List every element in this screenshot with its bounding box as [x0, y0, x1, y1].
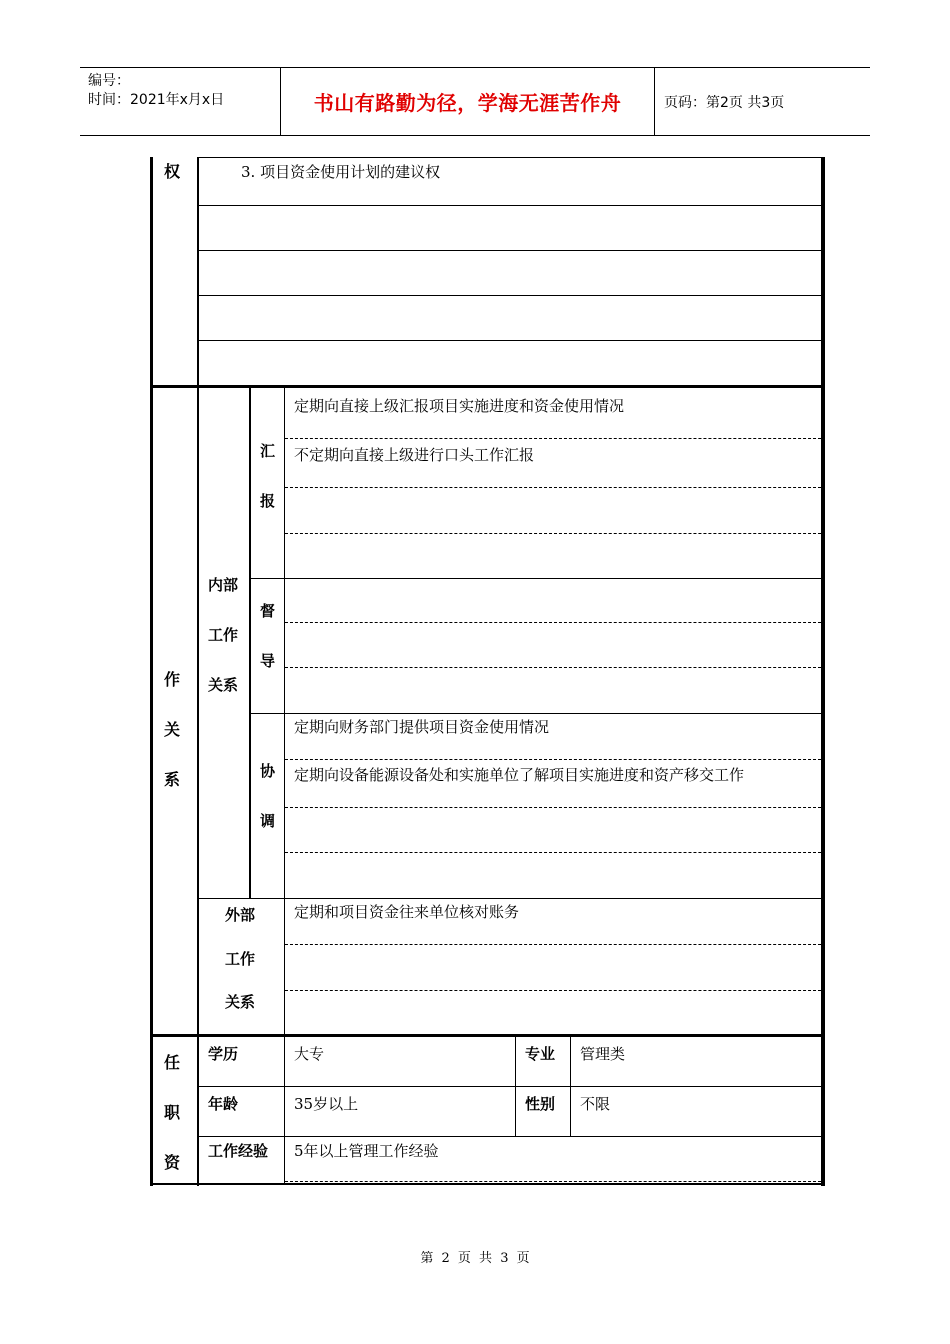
authority-row-line [199, 340, 822, 341]
content-col-divider [284, 388, 285, 1185]
qualifications-section-label-char: 资 [164, 1153, 181, 1172]
coordinate-item: 定期向设备能源设备处和实施单位了解项目实施进度和资产移交工作 [294, 766, 745, 784]
authority-item: 3. 项目资金使用计划的建议权 [241, 163, 441, 181]
authority-row-line [199, 205, 822, 206]
coordinate-label-char: 调 [260, 812, 276, 830]
dashed-row-line [285, 533, 821, 534]
dashed-row-line [285, 1181, 821, 1182]
dashed-row-line [285, 990, 821, 991]
subsection-line [199, 898, 822, 899]
experience-label: 工作经验 [208, 1142, 269, 1160]
authority-row-line [199, 250, 822, 251]
major-label: 专业 [525, 1045, 556, 1063]
report-item: 定期向直接上级汇报项目实施进度和资金使用情况 [294, 397, 625, 415]
doc-code-label: 编号： [88, 73, 130, 89]
section-separator [150, 385, 825, 388]
internal-col-divider [249, 388, 251, 898]
internal-relations-label-line: 内部 [208, 576, 239, 594]
dashed-row-line [285, 944, 821, 945]
frame-right-border [821, 157, 825, 1186]
age-label: 年龄 [208, 1095, 239, 1113]
supervise-label-char: 督 [260, 602, 276, 620]
supervise-label-char: 导 [260, 652, 276, 670]
dashed-row-line [285, 622, 821, 623]
report-label-char: 报 [260, 492, 276, 510]
coordinate-label-char: 协 [260, 762, 276, 780]
header-motto: 书山有路勤为径，学海无涯苦作舟 [281, 68, 655, 135]
relations-section-label-char: 系 [164, 770, 181, 789]
relations-section-label-char: 作 [164, 670, 181, 689]
education-value: 大专 [294, 1045, 325, 1063]
gender-value: 不限 [580, 1095, 611, 1113]
frame-top-border [197, 157, 825, 158]
coordinate-item: 定期向财务部门提供项目资金使用情况 [294, 718, 550, 736]
doc-time-label: 时间：2021年x月x日 [88, 92, 225, 108]
subsection-line [251, 713, 822, 714]
dashed-row-line [285, 852, 821, 853]
internal-relations-label-line: 工作 [208, 626, 239, 644]
report-label-char: 汇 [260, 442, 276, 460]
dashed-row-line [285, 438, 821, 439]
external-relations-label-line: 关系 [225, 993, 256, 1011]
subsection-line [251, 578, 822, 579]
age-value: 35岁以上 [294, 1095, 359, 1113]
dashed-row-line [285, 807, 821, 808]
dashed-row-line [285, 667, 821, 668]
frame-left-border [150, 157, 153, 1186]
experience-value: 5年以上管理工作经验 [294, 1142, 439, 1160]
page-footer: 第 2 页 共 3 页 [420, 1251, 530, 1266]
internal-relations-label-line: 关系 [208, 676, 239, 694]
qualifications-section-label-char: 职 [164, 1103, 181, 1122]
report-item: 不定期向直接上级进行口头工作汇报 [294, 446, 535, 464]
relations-section-label-char: 关 [164, 720, 181, 739]
frame-col1-divider [197, 157, 199, 1186]
external-relations-label-line: 外部 [225, 906, 256, 924]
qualifications-section-label-char: 任 [164, 1053, 181, 1072]
section-separator [150, 1034, 825, 1037]
frame-bottom-border [150, 1183, 825, 1185]
external-item: 定期和项目资金往来单位核对账务 [294, 903, 520, 921]
gender-label: 性别 [525, 1095, 556, 1113]
qual-row-line [199, 1136, 822, 1137]
education-label: 学历 [208, 1045, 239, 1063]
dashed-row-line [285, 759, 821, 760]
external-relations-label-line: 工作 [225, 950, 256, 968]
authority-section-label: 权 [164, 162, 181, 181]
major-value: 管理类 [580, 1045, 626, 1063]
dashed-row-line [285, 487, 821, 488]
header-page-number: 页码：第2页 共3页 [664, 95, 785, 111]
qual-row-line [199, 1086, 822, 1087]
authority-row-line [199, 295, 822, 296]
